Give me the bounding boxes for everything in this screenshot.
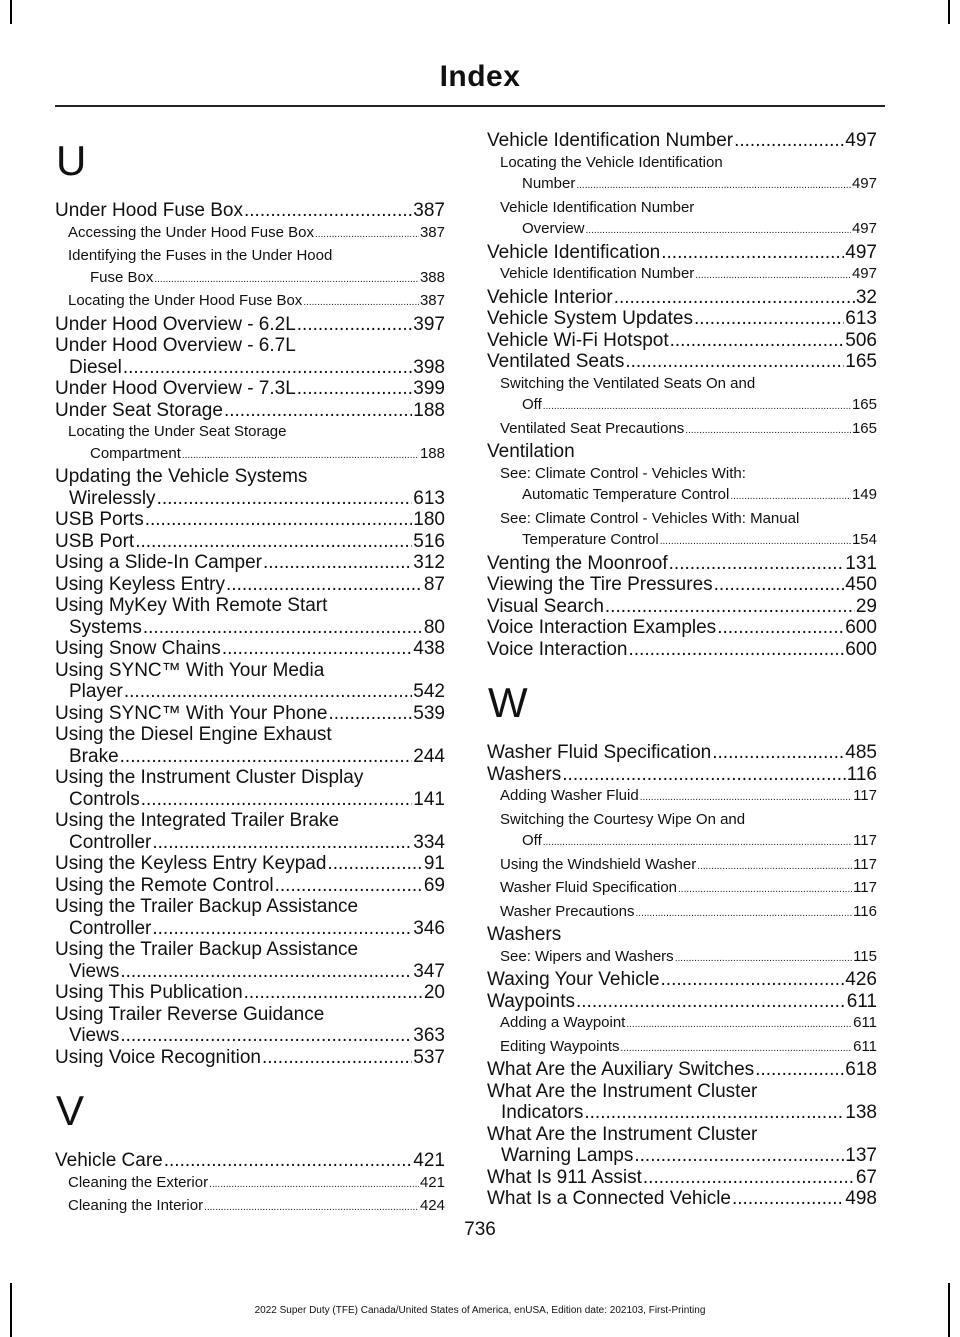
page-ref[interactable]: 116: [846, 763, 877, 785]
index-entry[interactable]: [55, 531, 445, 553]
index-entry[interactable]: [487, 1059, 877, 1081]
footer-edition-info: 2022 Super Duty (TFE) Canada/United States of America, enUSA, Edition date: 202103, First-Printing: [254, 1305, 706, 1316]
entry-text: Vehicle Identification: [487, 241, 661, 263]
index-entry[interactable]: [487, 441, 877, 463]
index-subentry[interactable]: [487, 152, 877, 197]
index-entry[interactable]: [487, 242, 877, 264]
index-entry[interactable]: [55, 703, 445, 725]
section-letter: U: [56, 137, 87, 184]
dot-leader: [628, 639, 844, 661]
entry-text: Locating the Under Seat Storage: [68, 423, 287, 440]
index-entry[interactable]: [487, 742, 877, 764]
page-ref[interactable]: 421: [413, 1150, 445, 1171]
index-subentry[interactable]: [487, 901, 877, 925]
page-ref[interactable]: 137: [845, 1145, 877, 1166]
page-ref[interactable]: 165: [845, 351, 877, 372]
page-ref[interactable]: 426: [845, 969, 877, 990]
entry-text: What Are the Instrument Cluster: [487, 1123, 758, 1145]
page-ref[interactable]: 542: [413, 681, 445, 702]
dot-leader: [730, 486, 851, 508]
dot-leader: [244, 982, 423, 1004]
entry-text: Viewing the Tire Pressures: [487, 574, 713, 595]
entry-text: Washer Fluid Specification: [500, 879, 678, 896]
dot-leader: [755, 1059, 844, 1081]
entry-text: Using the Instrument Cluster Display: [55, 767, 364, 788]
dot-leader: [697, 856, 852, 878]
index-subentry[interactable]: [487, 197, 877, 242]
entry-text: Using the Keyless Entry Keypad: [55, 853, 327, 874]
entry-text: Controller: [69, 917, 152, 939]
entry-text: Using Keyless Entry: [55, 573, 226, 595]
index-entry[interactable]: [55, 810, 445, 853]
page-ref[interactable]: 497: [845, 130, 877, 151]
dot-leader: [675, 948, 852, 970]
index-entry[interactable]: [55, 1150, 445, 1172]
entry-text: Ventilated Seat Precautions: [500, 419, 685, 437]
entry-text: Under Hood Overview - 7.3L: [55, 378, 296, 399]
index-entry[interactable]: [55, 875, 445, 897]
index-subentry[interactable]: [487, 877, 877, 901]
index-entry[interactable]: [487, 330, 877, 352]
index-subentry[interactable]: [55, 290, 445, 314]
entry-text: What Are the Auxiliary Switches: [487, 1059, 755, 1080]
page-ref[interactable]: 611: [853, 1014, 877, 1031]
page-ref[interactable]: 116: [853, 902, 877, 920]
entry-text: Vehicle Wi-Fi Hotspot: [487, 329, 669, 351]
page-ref[interactable]: 131: [845, 552, 877, 574]
page-ref[interactable]: 539: [413, 702, 445, 724]
entry-text: Number: [522, 175, 576, 192]
index-subentry[interactable]: [487, 263, 877, 287]
dot-leader: [685, 420, 851, 442]
page-ref[interactable]: 165: [851, 396, 877, 413]
index-entry[interactable]: [55, 200, 445, 222]
entry-text: Player: [69, 681, 123, 702]
index-entry[interactable]: [487, 764, 877, 786]
entry-text: Views: [69, 960, 120, 982]
index-entry[interactable]: [487, 1188, 877, 1210]
index-entry[interactable]: [55, 378, 445, 400]
page-ref[interactable]: 69: [423, 874, 445, 896]
dot-leader: [123, 357, 412, 379]
dot-leader: [120, 1025, 412, 1047]
index-entry[interactable]: [55, 896, 445, 939]
index-entry[interactable]: [487, 553, 877, 575]
page-ref[interactable]: 347: [413, 960, 445, 982]
entry-text: Ventilated Seats: [487, 351, 625, 372]
dot-leader: [576, 991, 846, 1013]
page-ref[interactable]: 117: [853, 832, 877, 849]
dot-leader: [262, 1047, 412, 1069]
index-entry[interactable]: [55, 595, 445, 638]
dot-leader: [182, 445, 419, 467]
index-entry[interactable]: [55, 982, 445, 1004]
entry-text: Off: [522, 832, 542, 849]
header-divider: [55, 105, 885, 107]
entry-text: Warning Lamps: [501, 1145, 634, 1166]
entry-text: Fuse Box: [90, 268, 154, 286]
entry-text: Cleaning the Interior: [68, 1197, 204, 1214]
index-entry[interactable]: [487, 969, 877, 991]
entry-text: Controls: [69, 788, 140, 810]
page-ref[interactable]: 334: [413, 831, 445, 853]
entry-text: Visual Search: [487, 595, 604, 617]
dot-leader: [120, 961, 412, 983]
page-ref[interactable]: 29: [855, 595, 877, 617]
entry-text: Using Voice Recognition: [55, 1046, 261, 1068]
index-entry[interactable]: [55, 335, 445, 378]
index-subentry[interactable]: [55, 421, 445, 466]
entry-text: Switching the Courtesy Wipe On and: [500, 810, 746, 828]
entry-text: Using the Windshield Washer: [500, 855, 697, 873]
entry-text: Adding a Waypoint: [500, 1014, 626, 1031]
entry-text: Washer Fluid Specification: [487, 742, 712, 763]
page-ref[interactable]: 613: [845, 308, 877, 329]
page-ref[interactable]: 138: [845, 1102, 877, 1123]
dot-leader: [636, 903, 853, 925]
entry-text: Systems: [69, 616, 142, 638]
dot-leader: [586, 220, 851, 242]
entry-text: Using This Publication: [55, 982, 243, 1003]
page-ref[interactable]: 312: [413, 552, 445, 573]
page-ref[interactable]: 87: [423, 573, 445, 595]
entry-text: Editing Waypoints: [500, 1037, 620, 1055]
entry-text: Washers: [487, 763, 562, 785]
index-entry[interactable]: [55, 509, 445, 531]
entry-text: What Is a Connected Vehicle: [487, 1188, 731, 1209]
entry-text: Compartment: [90, 444, 181, 462]
entry-text: Using Trailer Reverse Guidance: [55, 1003, 325, 1025]
dot-leader: [157, 488, 413, 510]
page-ref[interactable]: 117: [853, 787, 877, 804]
entry-text: Using the Trailer Backup Assistance: [55, 896, 359, 917]
page-ref[interactable]: 117: [853, 855, 877, 873]
index-entry[interactable]: [55, 853, 445, 875]
index-entry[interactable]: [55, 724, 445, 767]
dot-leader: [661, 242, 844, 264]
dot-leader: [164, 1150, 413, 1172]
page-ref[interactable]: 180: [413, 509, 445, 530]
dot-leader: [141, 789, 413, 811]
entry-text: Accessing the Under Hood Fuse Box: [68, 223, 314, 241]
dot-leader: [275, 875, 423, 897]
page-ref[interactable]: 387: [413, 200, 445, 221]
entry-text: Diesel: [69, 356, 122, 378]
entry-text: Cleaning the Exterior: [68, 1173, 209, 1191]
index-entry[interactable]: [55, 767, 445, 810]
dot-leader: [626, 1014, 852, 1036]
entry-text: Under Hood Fuse Box: [55, 200, 243, 221]
entry-text: Indicators: [501, 1102, 584, 1123]
dot-leader: [614, 287, 855, 309]
index-entry[interactable]: [55, 1004, 445, 1047]
entry-text: Using the Trailer Backup Assistance: [55, 939, 359, 960]
entry-text: Wirelessly: [69, 487, 156, 509]
dot-leader: [328, 703, 412, 725]
entry-text: Vehicle System Updates: [487, 308, 693, 329]
entry-text: Using the Diesel Engine Exhaust: [55, 724, 332, 745]
page-ref[interactable]: 611: [846, 990, 877, 1012]
entry-text: What Are the Instrument Cluster: [487, 1080, 758, 1102]
index-entry[interactable]: [55, 1047, 445, 1069]
index-subentry[interactable]: [487, 1036, 877, 1060]
page-ref[interactable]: 188: [419, 444, 445, 462]
dot-leader: [209, 1174, 419, 1196]
entry-text: Using the Remote Control: [55, 874, 274, 896]
dot-leader: [124, 681, 412, 703]
entry-text: See: Wipers and Washers: [500, 947, 674, 965]
dot-leader: [303, 292, 419, 314]
page-ref[interactable]: 154: [851, 531, 877, 548]
entry-text: Waypoints: [487, 990, 575, 1012]
dot-leader: [640, 787, 852, 809]
entry-text: Venting the Moonroof: [487, 552, 668, 574]
dot-leader: [145, 509, 413, 531]
dot-leader: [670, 330, 845, 352]
crop-mark-top-right: [948, 0, 950, 24]
entry-text: Washer Precautions: [500, 902, 635, 920]
dot-leader: [605, 596, 855, 618]
index-entry[interactable]: [55, 939, 445, 982]
page-ref[interactable]: 618: [845, 1059, 877, 1080]
index-entry[interactable]: [487, 991, 877, 1013]
page-ref[interactable]: 115: [853, 947, 877, 965]
crop-mark-top-left: [10, 0, 12, 24]
page-ref[interactable]: 80: [423, 616, 445, 638]
dot-leader: [120, 746, 413, 768]
page-ref[interactable]: 32: [855, 286, 877, 308]
index-entry[interactable]: [487, 351, 877, 373]
entry-text: Switching the Ventilated Seats On and: [500, 374, 756, 392]
index-entry[interactable]: [487, 574, 877, 596]
dot-leader: [678, 879, 852, 901]
entry-text: Brake: [69, 745, 119, 767]
page-title: Index: [439, 60, 521, 93]
index-entry[interactable]: [487, 1124, 877, 1167]
entry-text: Using SYNC™ With Your Media: [55, 659, 325, 681]
page-ref[interactable]: 516: [413, 530, 445, 552]
page-ref[interactable]: 438: [413, 638, 445, 659]
dot-leader: [222, 638, 412, 660]
dot-leader: [695, 265, 851, 287]
page-ref[interactable]: 363: [413, 1025, 445, 1046]
dot-leader: [660, 531, 851, 553]
entry-text: Vehicle Identification Number: [500, 198, 695, 216]
page-ref[interactable]: 399: [413, 378, 445, 399]
index-subentry[interactable]: [487, 373, 877, 418]
index-entry[interactable]: [487, 130, 877, 152]
page-ref[interactable]: 387: [419, 223, 445, 241]
page-ref[interactable]: 244: [413, 745, 445, 767]
page-ref[interactable]: 421: [419, 1173, 445, 1191]
dot-leader: [244, 200, 412, 222]
page-ref[interactable]: 91: [423, 853, 445, 874]
index-subentry[interactable]: [487, 854, 877, 878]
entry-text: Using MyKey With Remote Start: [55, 595, 328, 616]
dot-leader: [584, 1102, 844, 1124]
entry-text: Under Hood Overview - 6.2L: [55, 313, 296, 335]
entry-text: Automatic Temperature Control: [522, 486, 730, 503]
index-entry[interactable]: [487, 596, 877, 618]
page-ref[interactable]: 611: [853, 1037, 877, 1055]
dot-leader: [543, 396, 851, 418]
entry-text: Adding Washer Fluid: [500, 787, 639, 804]
page-ref[interactable]: 497: [851, 265, 877, 282]
dot-leader: [226, 574, 423, 596]
entry-text: Waxing Your Vehicle: [487, 969, 660, 990]
dot-leader: [621, 1038, 853, 1060]
entry-text: Identifying the Fuses in the Under Hood: [68, 247, 333, 264]
dot-leader: [327, 853, 422, 875]
dot-leader: [297, 314, 413, 336]
index-subentry[interactable]: [487, 418, 877, 442]
entry-text: Under Hood Overview - 6.7L: [55, 335, 296, 356]
dot-leader: [152, 918, 412, 940]
page-ref[interactable]: 149: [851, 486, 877, 503]
entry-text: Updating the Vehicle Systems: [55, 466, 308, 487]
entry-text: Controller: [69, 831, 152, 853]
entry-text: Using a Slide-In Camper: [55, 552, 262, 573]
dot-leader: [543, 832, 852, 854]
index-entry[interactable]: [55, 400, 445, 422]
index-entry[interactable]: [487, 924, 877, 946]
dot-leader: [669, 553, 845, 575]
index-subentry[interactable]: [55, 245, 445, 290]
index-subentry[interactable]: [487, 946, 877, 970]
entry-text: Vehicle Identification Number: [500, 265, 695, 282]
entry-text: Vehicle Care: [55, 1150, 163, 1171]
page-ref[interactable]: 497: [851, 220, 877, 237]
index-subentry[interactable]: [55, 1172, 445, 1196]
page-ref[interactable]: 117: [853, 879, 877, 896]
dot-leader: [714, 574, 845, 596]
dot-leader: [315, 224, 419, 246]
page-ref[interactable]: 497: [845, 241, 877, 263]
index-entry[interactable]: [487, 1167, 877, 1189]
page-ref[interactable]: 20: [423, 982, 445, 1003]
entry-text: See: Climate Control - Vehicles With: Manual: [500, 509, 800, 527]
dot-leader: [576, 175, 851, 197]
dot-leader: [154, 269, 419, 291]
dot-leader: [717, 617, 844, 639]
section-letter: V: [56, 1087, 85, 1134]
index-entry[interactable]: [55, 552, 445, 574]
index-subentry[interactable]: [487, 508, 877, 553]
dot-leader: [732, 1188, 844, 1210]
page-ref[interactable]: 388: [419, 268, 445, 286]
page-ref[interactable]: 387: [419, 292, 445, 309]
page-ref[interactable]: 398: [413, 356, 445, 378]
page-ref[interactable]: 506: [845, 329, 877, 351]
entry-text: USB Ports: [55, 509, 144, 530]
dot-leader: [625, 351, 844, 373]
dot-leader: [634, 1145, 844, 1167]
dot-leader: [562, 764, 845, 786]
dot-leader: [734, 130, 844, 152]
entry-text: What Is 911 Assist: [487, 1166, 642, 1188]
dot-leader: [643, 1167, 855, 1189]
dot-leader: [224, 400, 412, 422]
page-ref[interactable]: 141: [413, 788, 445, 810]
entry-text: Washers: [487, 924, 562, 945]
entry-text: Using the Integrated Trailer Brake: [55, 810, 340, 831]
entry-text: Voice Interaction: [487, 638, 628, 660]
index-column-left: [55, 130, 445, 1219]
index-entry[interactable]: [487, 639, 877, 661]
dot-leader: [263, 552, 412, 574]
index-entry[interactable]: [487, 617, 877, 639]
entry-text: Using Snow Chains: [55, 638, 221, 659]
index-subentry[interactable]: [55, 1195, 445, 1219]
index-entry[interactable]: [55, 314, 445, 336]
page-ref[interactable]: 498: [845, 1188, 877, 1209]
index-entry[interactable]: [55, 574, 445, 596]
entry-text: USB Port: [55, 530, 135, 552]
index-subentry[interactable]: [487, 785, 877, 809]
section-letter: W: [488, 679, 528, 726]
page-number: 736: [464, 1219, 496, 1240]
page-ref[interactable]: 397: [413, 313, 445, 335]
dot-leader: [661, 969, 845, 991]
page-ref[interactable]: 346: [413, 917, 445, 939]
index-subentry[interactable]: [55, 222, 445, 246]
page-ref[interactable]: 165: [851, 419, 877, 437]
page-ref[interactable]: 613: [413, 487, 445, 509]
entry-text: Vehicle Interior: [487, 286, 613, 308]
index-entry[interactable]: [55, 466, 445, 509]
page-ref[interactable]: 67: [855, 1166, 877, 1188]
dot-leader: [152, 832, 412, 854]
entry-text: Voice Interaction Examples: [487, 617, 717, 638]
entry-text: Off: [522, 396, 542, 413]
index-entry[interactable]: [487, 1081, 877, 1124]
index-column-right: [487, 130, 877, 1210]
index-subentry[interactable]: [487, 1012, 877, 1036]
page-ref[interactable]: 450: [845, 574, 877, 595]
page-ref[interactable]: 600: [845, 617, 877, 638]
entry-text: Using SYNC™ With Your Phone: [55, 702, 328, 724]
index-entry[interactable]: [487, 308, 877, 330]
entry-text: Views: [69, 1025, 120, 1046]
entry-text: Locating the Vehicle Identification: [500, 153, 723, 171]
entry-text: Temperature Control: [522, 531, 659, 548]
dot-leader: [297, 378, 413, 400]
entry-text: Locating the Under Hood Fuse Box: [68, 292, 303, 309]
dot-leader: [135, 531, 412, 553]
dot-leader: [694, 308, 844, 330]
entry-text: See: Climate Control - Vehicles With:: [500, 464, 746, 482]
index-subentry[interactable]: [487, 463, 877, 508]
entry-text: Vehicle Identification Number: [487, 130, 734, 151]
page-ref[interactable]: 188: [413, 399, 445, 421]
entry-text: Overview: [522, 220, 585, 237]
page-ref[interactable]: 537: [413, 1046, 445, 1068]
page-ref[interactable]: 424: [419, 1197, 445, 1214]
entry-text: Under Seat Storage: [55, 399, 223, 421]
index-entry[interactable]: [55, 638, 445, 660]
page-ref[interactable]: 600: [845, 638, 877, 660]
page-ref[interactable]: 485: [845, 742, 877, 763]
dot-leader: [143, 617, 423, 639]
index-subentry[interactable]: [487, 809, 877, 854]
index-entry[interactable]: [487, 287, 877, 309]
entry-text: Ventilation: [487, 441, 575, 462]
dot-leader: [204, 1197, 419, 1219]
page-ref[interactable]: 497: [851, 175, 877, 192]
dot-leader: [712, 742, 844, 764]
index-entry[interactable]: [55, 660, 445, 703]
